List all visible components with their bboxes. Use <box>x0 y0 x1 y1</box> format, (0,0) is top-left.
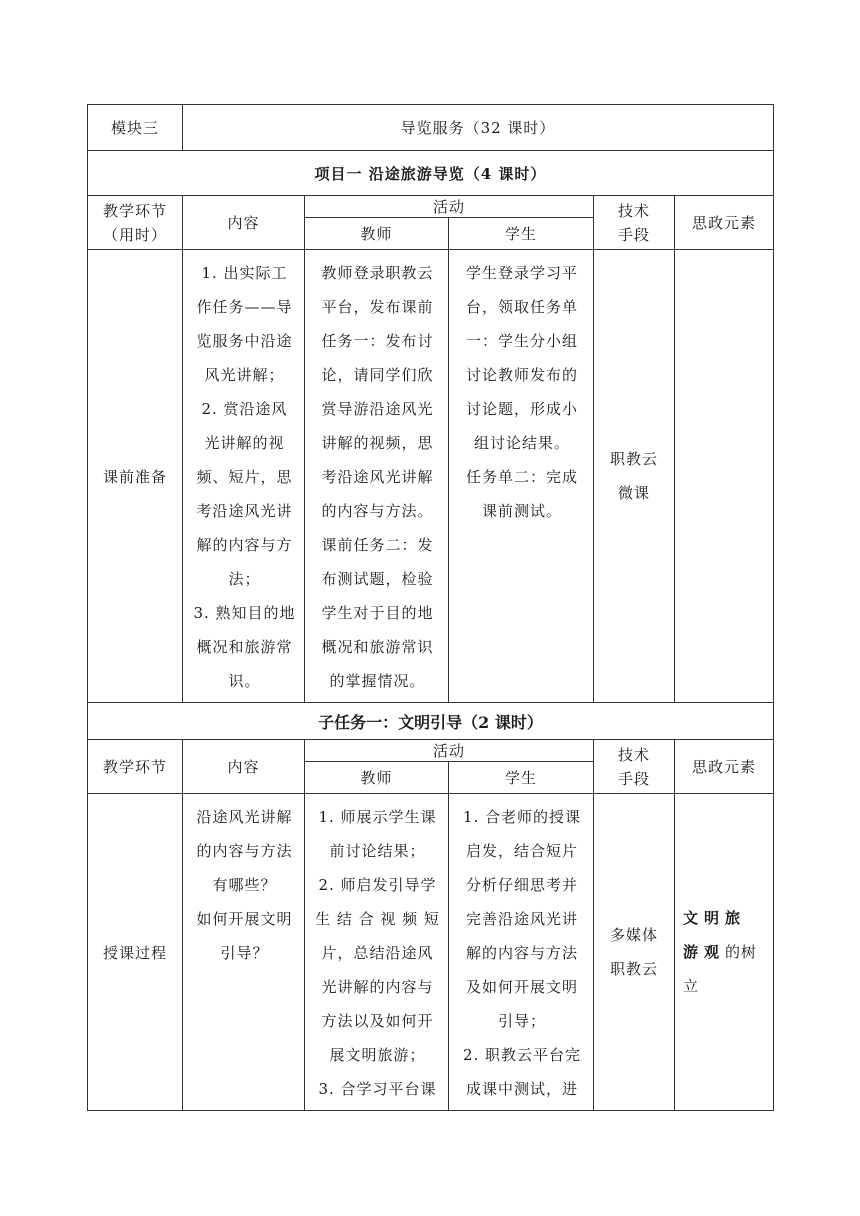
student-line: 任务单二：完成 <box>465 468 578 486</box>
content-line: 光讲解的视 <box>204 434 285 452</box>
student-line: 分析仔细思考并 <box>465 876 578 894</box>
header2-content: 内容 <box>183 740 305 794</box>
row-pre-tech: 职教云 微课 <box>594 250 675 703</box>
student-line: 组讨论结果。 <box>473 434 570 452</box>
content-line: 览服务中沿途 <box>196 332 293 350</box>
teacher-line: 概况和旅游常识 <box>321 638 434 656</box>
student-line: 完善沿途风光讲 <box>465 910 578 928</box>
student-line: 1. 合老师的授课 <box>462 808 582 826</box>
row-class-teacher <box>305 794 449 1111</box>
student-line: 及如何开展文明 <box>465 978 578 996</box>
teacher-line: 3. 合学习平台课 <box>318 1080 437 1098</box>
ideology-rest: 的树立 <box>683 943 758 995</box>
teacher-line: 的掌握情况。 <box>329 672 426 690</box>
teacher-line: 论，请同学们欣 <box>321 366 434 384</box>
row-pre-student <box>449 250 594 703</box>
teacher-line: 生 结 合 视 频 短 <box>315 910 440 928</box>
subtask-title: 子任务一：文明引导（2 课时） <box>88 703 774 740</box>
header-activity: 活动 <box>305 196 594 218</box>
row-class-ideology <box>675 794 774 1111</box>
student-line: 2. 职教云平台完 <box>462 1046 582 1064</box>
teacher-line: 讲解的视频，思 <box>321 434 434 452</box>
teacher-line: 前讨论结果； <box>329 842 426 860</box>
student-line: 引导； <box>497 1012 546 1030</box>
content-line: 概况和旅游常 <box>196 638 293 656</box>
student-line: 台，领取任务单 <box>465 298 578 316</box>
content-line: 风光讲解； <box>204 366 285 384</box>
student-line: 启发，结合短片 <box>465 842 578 860</box>
student-line: 讨论教师发布的 <box>465 366 578 384</box>
content-line: 有哪些？ <box>212 876 277 894</box>
teacher-line: 光讲解的内容与 <box>321 978 434 996</box>
row-pre-stage: 课前准备 <box>88 250 183 703</box>
teacher-line: 平台，发布课前 <box>321 298 434 316</box>
module-title: 导览服务（32 课时） <box>183 105 774 151</box>
content-line: 3. 熟知目的地 <box>193 604 296 622</box>
header-teacher: 教师 <box>305 218 449 250</box>
row-pre-teacher <box>305 250 449 703</box>
content-line: 的内容与方法 <box>196 842 293 860</box>
header2-stage: 教学环节 <box>88 740 183 794</box>
header2-teacher: 教师 <box>305 762 449 794</box>
header2-student: 学生 <box>449 762 594 794</box>
teacher-line: 考沿途风光讲解 <box>321 468 434 486</box>
lesson-plan-table <box>87 104 774 1111</box>
row-class-tech: 多媒体 职教云 <box>594 794 675 1111</box>
header-tech: 技术 手段 <box>594 196 675 250</box>
row-class-student <box>449 794 594 1111</box>
student-line: 一：学生分小组 <box>465 332 578 350</box>
teacher-line: 方法以及如何开 <box>321 1012 434 1030</box>
teacher-line: 片，总结沿途风 <box>321 944 434 962</box>
content-line: 考沿途风光讲 <box>196 502 293 520</box>
teacher-line: 赏导游沿途风光 <box>321 400 434 418</box>
row-pre-content <box>183 250 305 703</box>
content-line: 引导？ <box>220 944 269 962</box>
header2-activity: 活动 <box>305 740 594 762</box>
header2-ideology: 思政元素 <box>675 740 774 794</box>
student-line: 课前测试。 <box>481 502 562 520</box>
student-line: 解的内容与方法 <box>465 944 578 962</box>
teacher-line: 任务一：发布讨 <box>321 332 434 350</box>
content-line: 解的内容与方 <box>196 536 293 554</box>
teacher-line: 2. 师启发引导学 <box>318 876 437 894</box>
content-line: 2. 赏沿途风 <box>201 400 288 418</box>
header-ideology: 思政元素 <box>675 196 774 250</box>
content-line: 1. 出实际工 <box>201 264 288 282</box>
student-line: 讨论题，形成小 <box>465 400 578 418</box>
project-title: 项目一 沿途旅游导览（4 课时） <box>88 151 774 196</box>
student-line: 学生登录学习平 <box>465 264 578 282</box>
teacher-line: 1. 师展示学生课 <box>318 808 437 826</box>
content-line: 作任务——导 <box>196 298 293 316</box>
row-class-stage: 授课过程 <box>88 794 183 1111</box>
content-line: 如何开展文明 <box>196 910 293 928</box>
teacher-line: 学生对于目的地 <box>321 604 434 622</box>
row-pre-ideology <box>675 250 774 703</box>
header-stage: 教学环节 （用时） <box>88 196 183 250</box>
content-line: 频、短片，思 <box>196 468 293 486</box>
header-student: 学生 <box>449 218 594 250</box>
teacher-line: 的内容与方法。 <box>321 502 434 520</box>
module-label: 模块三 <box>88 105 183 151</box>
ideology-bold: 文明旅游观 <box>683 909 747 961</box>
teacher-line: 教师登录职教云 <box>321 264 434 282</box>
teacher-line: 展文明旅游； <box>329 1046 426 1064</box>
content-line: 沿途风光讲解 <box>196 808 293 826</box>
teacher-line: 课前任务二：发 <box>321 536 434 554</box>
row-class-content <box>183 794 305 1111</box>
header-content: 内容 <box>183 196 305 250</box>
header2-tech: 技术 手段 <box>594 740 675 794</box>
student-line: 成课中测试，进 <box>465 1080 578 1098</box>
content-line: 法； <box>228 570 261 588</box>
content-line: 识。 <box>228 672 261 690</box>
teacher-line: 布测试题，检验 <box>321 570 434 588</box>
